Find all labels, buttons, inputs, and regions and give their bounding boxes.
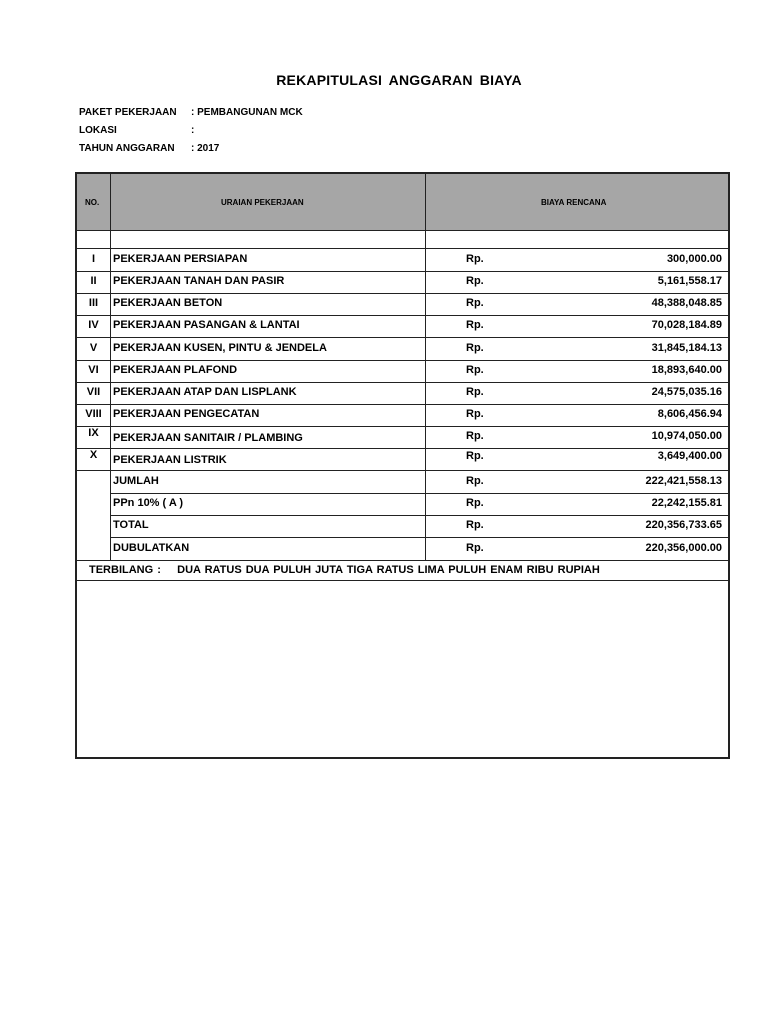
row-currency: Rp. (466, 430, 484, 442)
meta-paket (79, 107, 303, 118)
summary-currency: Rp. (466, 497, 484, 509)
row-number: VIII (85, 408, 102, 420)
row-description: PEKERJAAN BETON (113, 297, 223, 309)
row-number: IV (88, 319, 99, 331)
row-currency: Rp. (466, 275, 484, 287)
row-number: IX (88, 427, 99, 439)
row-amount: 48,388,048.85 (651, 297, 722, 309)
row-amount: 10,974,050.00 (651, 430, 722, 442)
table-row (77, 404, 728, 426)
meta-tahun (79, 143, 219, 154)
row-currency: Rp. (466, 319, 484, 331)
row-description: PEKERJAAN PERSIAPAN (113, 253, 248, 265)
budget-table (75, 172, 730, 759)
summary-row-jumlah (77, 471, 728, 493)
row-currency: Rp. (466, 450, 484, 462)
row-amount: 18,893,640.00 (651, 364, 722, 376)
summary-label: TOTAL (113, 519, 149, 531)
table-row (77, 338, 728, 360)
grid-hline (77, 580, 728, 581)
meta-value: : 2017 (191, 143, 220, 154)
page-title: REKAPITULASI ANGGARAN BIAYA (276, 72, 522, 88)
table-row (77, 382, 728, 404)
table-row (77, 448, 728, 470)
row-number: I (91, 253, 96, 265)
row-description: PEKERJAAN PASANGAN & LANTAI (113, 319, 300, 331)
row-description: PEKERJAAN KUSEN, PINTU & JENDELA (113, 342, 327, 354)
summary-amount: 220,356,000.00 (645, 542, 722, 554)
row-number: X (89, 449, 98, 461)
row-amount: 24,575,035.16 (651, 386, 722, 398)
table-row (77, 293, 728, 315)
row-description: PEKERJAAN PLAFOND (113, 364, 238, 376)
summary-currency: Rp. (466, 542, 484, 554)
summary-label: PPn 10% ( A ) (113, 497, 184, 509)
summary-row-total (77, 515, 728, 537)
summary-amount: 220,356,733.65 (645, 519, 722, 531)
row-number: III (88, 297, 99, 309)
table-header (77, 174, 728, 231)
row-currency: Rp. (466, 364, 484, 376)
row-description: PEKERJAAN ATAP DAN LISPLANK (113, 386, 297, 398)
summary-amount: 222,421,558.13 (645, 475, 722, 487)
row-amount: 5,161,558.17 (657, 275, 722, 287)
row-description: PEKERJAAN TANAH DAN PASIR (113, 275, 285, 287)
row-description: PEKERJAAN SANITAIR / PLAMBING (113, 432, 303, 444)
row-amount: 3,649,400.00 (657, 450, 722, 462)
row-amount: 8,606,456.94 (657, 408, 722, 420)
meta-value: : PEMBANGUNAN MCK (191, 107, 303, 118)
grid-hline (77, 560, 728, 561)
table-row (77, 249, 728, 271)
terbilang-label: TERBILANG : (89, 564, 161, 576)
header-no: NO. (85, 198, 100, 207)
row-number: VI (88, 364, 99, 376)
meta-lokasi (79, 125, 194, 136)
summary-row-dibulatkan (77, 538, 728, 560)
row-number: VII (86, 386, 101, 398)
row-description: PEKERJAAN PENGECATAN (113, 408, 260, 420)
table-row (77, 360, 728, 382)
table-row (77, 426, 728, 448)
summary-currency: Rp. (466, 475, 484, 487)
row-currency: Rp. (466, 253, 484, 265)
terbilang-line (89, 564, 600, 576)
row-number: II (90, 275, 97, 287)
row-amount: 300,000.00 (666, 253, 722, 265)
row-amount: 70,028,184.89 (651, 319, 722, 331)
terbilang-text: DUA RATUS DUA PULUH JUTA TIGA RATUS LIMA PULUH ENAM RIBU RUPIAH (177, 564, 600, 576)
meta-label: PAKET PEKERJAAN (79, 107, 177, 118)
row-currency: Rp. (466, 386, 484, 398)
summary-row-ppn (77, 493, 728, 515)
meta-label: LOKASI (79, 125, 117, 136)
table-row (77, 271, 728, 293)
summary-label: DUBULATKAN (113, 542, 190, 554)
header-uraian: URAIAN PEKERJAAN (221, 198, 304, 207)
row-currency: Rp. (466, 297, 484, 309)
summary-amount: 22,242,155.81 (651, 497, 722, 509)
meta-value: : (191, 125, 195, 136)
summary-label: JUMLAH (113, 475, 159, 487)
row-currency: Rp. (466, 408, 484, 420)
table-row (77, 315, 728, 337)
row-description: PEKERJAAN LISTRIK (113, 454, 227, 466)
header-biaya: BIAYA RENCANA (541, 198, 607, 207)
meta-label: TAHUN ANGGARAN (79, 143, 175, 154)
row-currency: Rp. (466, 342, 484, 354)
summary-currency: Rp. (466, 519, 484, 531)
row-number: V (89, 342, 98, 354)
row-amount: 31,845,184.13 (651, 342, 722, 354)
